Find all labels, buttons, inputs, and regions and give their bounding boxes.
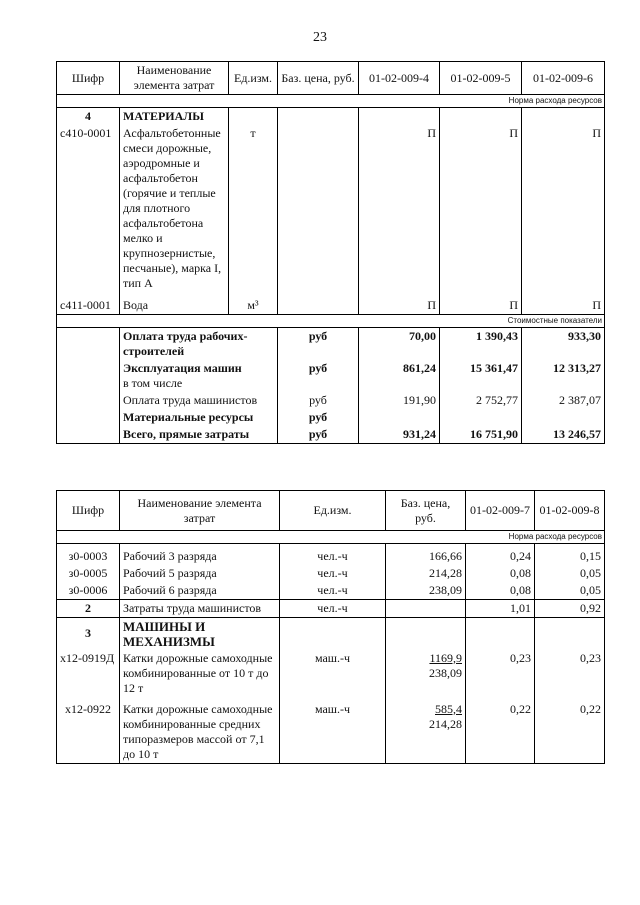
row-name: Асфальтобетонные смеси дорожные, аэродромные и асфальтобетон (горячие и теплые для плотного асфальтобетона мелко и крупнозернистые, песчаные), марка I, тип А xyxy=(120,125,229,292)
row-value-1: 1,01 xyxy=(466,599,535,617)
header-price: Баз. цена, руб. xyxy=(386,491,466,531)
band-norm: Норма расхода ресурсов xyxy=(57,531,605,544)
total-value-1 xyxy=(359,409,440,426)
table-row xyxy=(57,292,605,314)
table-row xyxy=(57,701,605,764)
section-machines-row xyxy=(57,617,605,650)
section-number: 4 xyxy=(57,108,120,126)
row-unit: чел.-ч xyxy=(280,582,386,600)
total-row xyxy=(57,360,605,392)
table-header-row xyxy=(57,491,605,531)
header-col-2: 01-02-009-8 xyxy=(535,491,605,531)
row-value-1: П xyxy=(359,125,440,292)
table-header-row xyxy=(57,62,605,95)
row-unit: чел.-ч xyxy=(280,565,386,582)
band-norm: Норма расхода ресурсов xyxy=(57,95,605,108)
total-value-1: 70,00 xyxy=(359,327,440,360)
table-row xyxy=(57,565,605,582)
table-row xyxy=(57,650,605,697)
row-value-2: 0,05 xyxy=(535,582,605,600)
row-code: с411-0001 xyxy=(57,292,120,314)
row-value-3: П xyxy=(522,292,605,314)
page-number: 23 xyxy=(313,30,327,45)
total-value-3: 2 387,07 xyxy=(522,392,605,409)
section-materials-row xyxy=(57,108,605,126)
total-name: Всего, прямые затраты xyxy=(120,426,278,444)
total-name: Оплата труда машинистов xyxy=(120,392,278,409)
total-value-1: 931,24 xyxy=(359,426,440,444)
row-value-1: 0,22 xyxy=(466,701,535,764)
total-row xyxy=(57,409,605,426)
section-title: МАШИНЫ И МЕХАНИЗМЫ xyxy=(120,617,280,650)
row-value-2: П xyxy=(440,292,522,314)
total-unit: руб xyxy=(278,360,359,392)
resource-table-1 xyxy=(56,61,605,444)
header-code: Шифр xyxy=(57,491,120,531)
row-unit: маш.-ч xyxy=(280,701,386,764)
total-unit: руб xyxy=(278,426,359,444)
total-note: в том числе xyxy=(123,375,183,390)
row-name: Катки дорожные самоходные комбинированные средних типоразмеров массой от 7,1 до 10 т xyxy=(120,701,280,764)
total-value-2: 2 752,77 xyxy=(440,392,522,409)
row-code: з0-0005 xyxy=(57,565,120,582)
header-col-1: 01-02-009-7 xyxy=(466,491,535,531)
total-name: Оплата труда рабочих-строителей xyxy=(120,327,278,360)
row-value-2: 0,23 xyxy=(535,650,605,697)
header-name: Наименование элемента затрат xyxy=(120,62,229,95)
header-col-1: 01-02-009-4 xyxy=(359,62,440,95)
total-value-2 xyxy=(440,409,522,426)
row-name: Вода xyxy=(120,292,229,314)
total-value-3 xyxy=(522,409,605,426)
row-code: з0-0003 xyxy=(57,548,120,565)
total-row xyxy=(57,327,605,360)
row-value-1: 0,08 xyxy=(466,565,535,582)
row-name: Затраты труда машинистов xyxy=(120,599,280,617)
total-unit: руб xyxy=(278,327,359,360)
section-number: 3 xyxy=(57,617,120,650)
total-value-1: 191,90 xyxy=(359,392,440,409)
row-name: Рабочий 6 разряда xyxy=(120,582,280,600)
row-code: х12-0919Д xyxy=(57,650,120,697)
resource-table-2 xyxy=(56,490,605,764)
table-row xyxy=(57,582,605,600)
header-name: Наименование элемента затрат xyxy=(120,491,280,531)
band-cost: Стоимостные показатели xyxy=(57,314,605,327)
total-value-3: 12 313,27 xyxy=(522,360,605,392)
row-price: 585,4 xyxy=(435,701,462,716)
total-value-3: 933,30 xyxy=(522,327,605,360)
total-name: Эксплуатация машин xyxy=(123,360,242,375)
total-value-3: 13 246,57 xyxy=(522,426,605,444)
row-price-secondary: 214,28 xyxy=(429,716,462,731)
table-row xyxy=(57,125,605,292)
total-row xyxy=(57,426,605,444)
table-row xyxy=(57,548,605,565)
row-code: с410-0001 xyxy=(57,125,120,292)
total-value-2: 1 390,43 xyxy=(440,327,522,360)
row-value-3: П xyxy=(522,125,605,292)
row-code: х12-0922 xyxy=(57,701,120,764)
total-name: Материальные ресурсы xyxy=(120,409,278,426)
row-value-1: П xyxy=(359,292,440,314)
total-value-2: 15 361,47 xyxy=(440,360,522,392)
row-value-2: 0,15 xyxy=(535,548,605,565)
header-unit: Ед.изм. xyxy=(280,491,386,531)
row-unit: чел.-ч xyxy=(280,548,386,565)
row-price: 1169,9 xyxy=(429,650,462,665)
row-name: Рабочий 3 разряда xyxy=(120,548,280,565)
table-row xyxy=(57,599,605,617)
row-price-secondary: 238,09 xyxy=(429,665,462,680)
row-price: 238,09 xyxy=(386,582,466,600)
row-value-2: 0,22 xyxy=(535,701,605,764)
total-row xyxy=(57,392,605,409)
row-unit: м³ xyxy=(229,292,278,314)
row-code: 2 xyxy=(57,599,120,617)
header-col-3: 01-02-009-6 xyxy=(522,62,605,95)
row-value-1: 0,08 xyxy=(466,582,535,600)
header-code: Шифр xyxy=(57,62,120,95)
row-unit: маш.-ч xyxy=(280,650,386,697)
header-price: Баз. цена, руб. xyxy=(278,62,359,95)
row-value-2: 0,05 xyxy=(535,565,605,582)
section-title: МАТЕРИАЛЫ xyxy=(120,108,229,126)
row-unit: чел.-ч xyxy=(280,599,386,617)
row-unit: т xyxy=(229,125,278,292)
total-value-1: 861,24 xyxy=(359,360,440,392)
header-unit: Ед.изм. xyxy=(229,62,278,95)
row-name: Рабочий 5 разряда xyxy=(120,565,280,582)
row-value-1: 0,24 xyxy=(466,548,535,565)
row-code: з0-0006 xyxy=(57,582,120,600)
row-value-2: 0,92 xyxy=(535,599,605,617)
row-price: 166,66 xyxy=(386,548,466,565)
header-col-2: 01-02-009-5 xyxy=(440,62,522,95)
total-unit: руб xyxy=(278,409,359,426)
row-price: 214,28 xyxy=(386,565,466,582)
total-value-2: 16 751,90 xyxy=(440,426,522,444)
row-value-2: П xyxy=(440,125,522,292)
row-name: Катки дорожные самоходные комбинированные от 10 т до 12 т xyxy=(120,650,280,697)
row-value-1: 0,23 xyxy=(466,650,535,697)
total-unit: руб xyxy=(278,392,359,409)
